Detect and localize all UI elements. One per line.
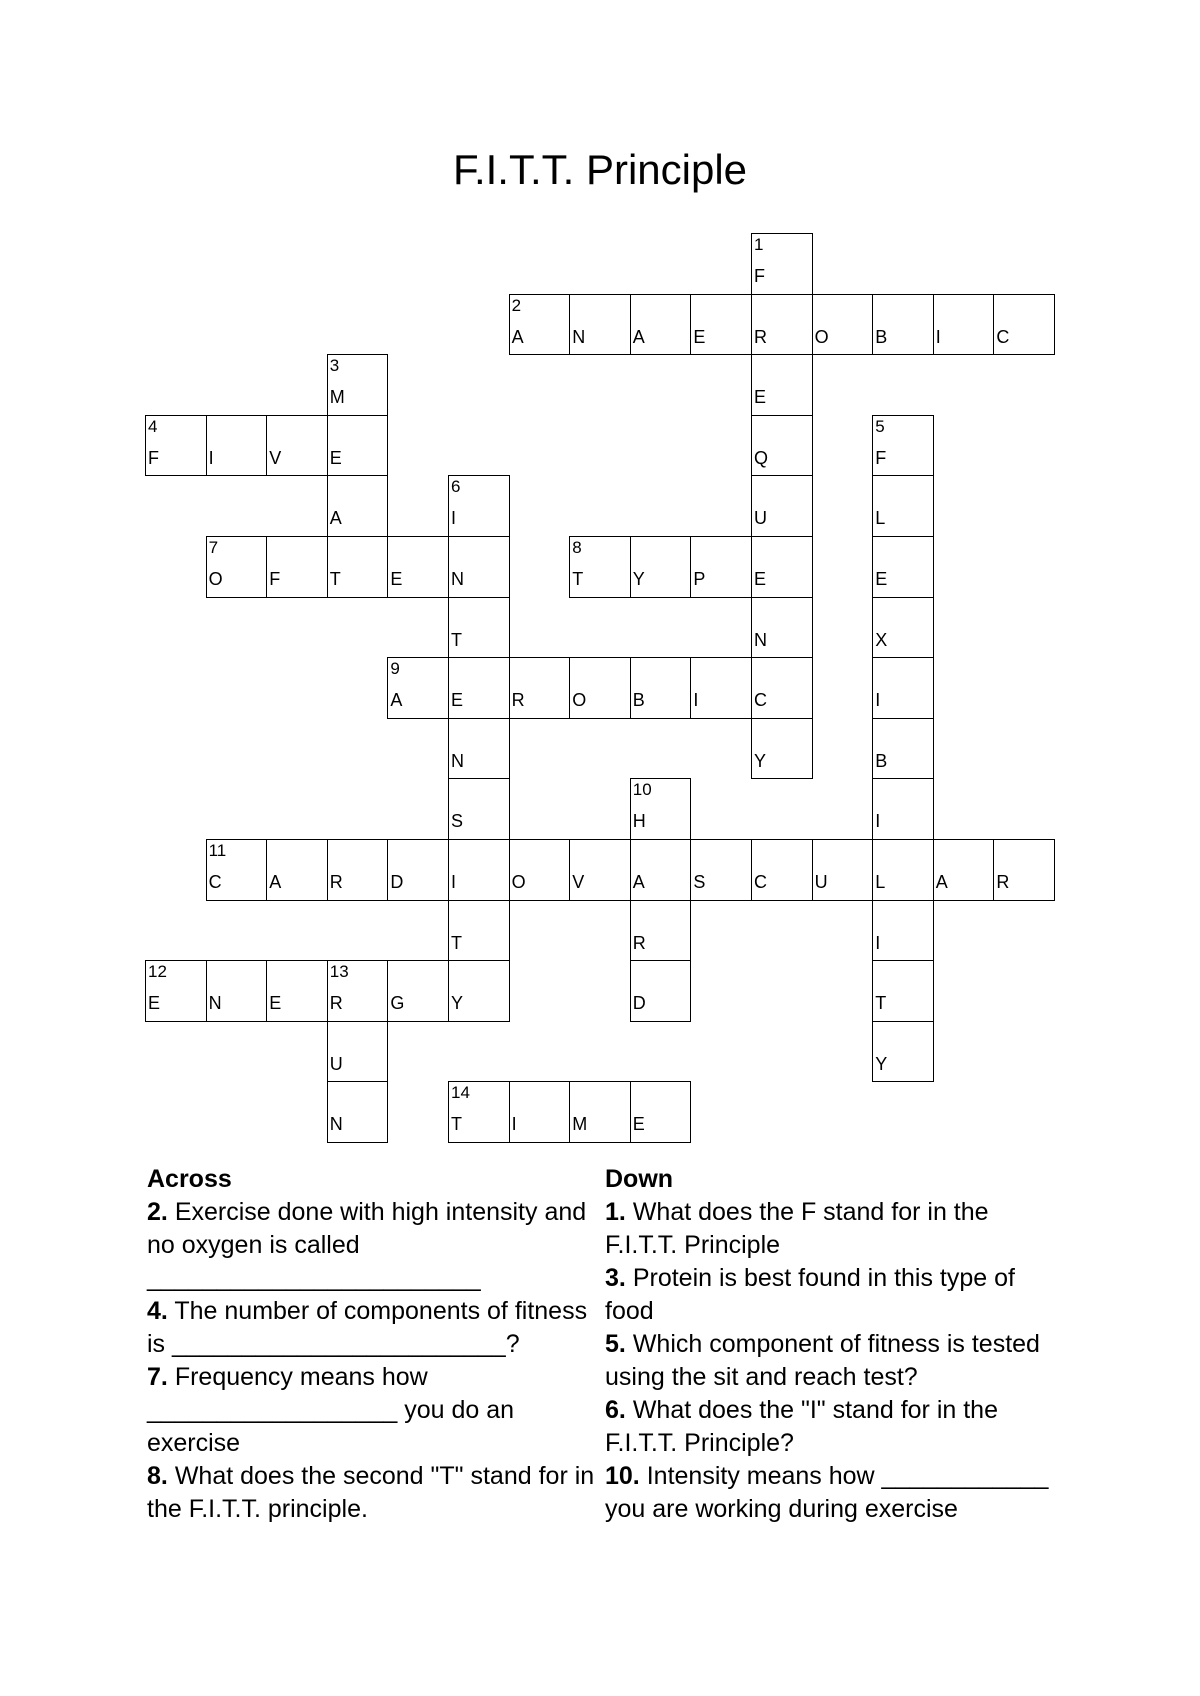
grid-cell[interactable] <box>448 1081 510 1143</box>
clue-text: What does the "I" stand for in the F.I.T.T. Principle? <box>605 1396 998 1457</box>
grid-cell[interactable] <box>569 536 631 598</box>
grid-cell[interactable] <box>327 415 389 477</box>
grid-cell[interactable] <box>872 778 934 840</box>
cell-letter: U <box>754 508 767 529</box>
grid-cell[interactable] <box>872 657 934 719</box>
grid-cell[interactable] <box>387 960 449 1022</box>
clue-text: Protein is best found in this type of food <box>605 1264 1015 1325</box>
cell-letter: R <box>329 993 343 1014</box>
grid-cell[interactable] <box>327 475 389 537</box>
grid-cell[interactable] <box>206 536 268 598</box>
grid-cell[interactable] <box>569 839 631 901</box>
cell-letter: Y <box>632 569 645 589</box>
grid-cell[interactable] <box>448 475 510 537</box>
cell-letter: I <box>875 690 881 711</box>
grid-cell[interactable] <box>630 778 692 840</box>
cell-letter: O <box>511 872 526 892</box>
cell-letter: O <box>814 326 829 347</box>
cell-number: 2 <box>511 295 522 315</box>
cell-letter: B <box>875 326 888 347</box>
cell-letter: E <box>451 690 464 711</box>
grid-cell[interactable] <box>690 657 752 719</box>
cell-letter: A <box>935 872 948 892</box>
cell-letter: T <box>451 629 462 650</box>
grid-cell[interactable] <box>509 839 571 901</box>
cell-letter: T <box>451 1114 462 1135</box>
down-clue <box>605 1460 1055 1526</box>
grid-cell[interactable] <box>509 294 571 356</box>
grid-cell[interactable] <box>569 1081 631 1143</box>
across-clue-list <box>147 1196 597 1526</box>
cell-letter: T <box>875 993 887 1014</box>
down-clue <box>605 1262 1055 1328</box>
cell-letter: M <box>572 1114 588 1135</box>
cell-letter: E <box>390 569 403 589</box>
cell-letter: T <box>329 569 341 589</box>
cell-letter: A <box>632 326 645 347</box>
cell-letter: E <box>269 993 282 1014</box>
grid-cell[interactable] <box>630 294 692 356</box>
grid-cell[interactable] <box>690 839 752 901</box>
across-clue <box>147 1196 597 1295</box>
cell-letter: C <box>754 690 767 711</box>
cell-letter: E <box>632 1114 645 1135</box>
cell-letter: R <box>632 932 646 953</box>
clue-text: Which component of fitness is tested using the sit and reach test? <box>605 1330 1040 1391</box>
cell-letter: R <box>329 872 343 892</box>
cell-number: 6 <box>451 477 461 497</box>
grid-cell[interactable] <box>206 415 268 477</box>
cell-letter: H <box>632 811 646 832</box>
grid-cell[interactable] <box>266 415 328 477</box>
grid-cell[interactable] <box>751 233 813 295</box>
clue-text: Intensity means how ____________ you are working during exercise <box>605 1462 1049 1523</box>
cell-letter: I <box>875 932 881 953</box>
cell-letter: E <box>693 326 706 347</box>
grid-cell[interactable] <box>509 1081 571 1143</box>
clue-number: 1. <box>605 1198 626 1226</box>
cell-letter: G <box>390 993 405 1014</box>
clue-number: 3. <box>605 1264 626 1292</box>
clue-text: Frequency means how __________________ you do an exercise <box>147 1363 515 1457</box>
grid-cell[interactable] <box>448 597 510 659</box>
cell-letter: A <box>390 690 403 711</box>
grid-cell[interactable] <box>690 294 752 356</box>
grid-cell[interactable] <box>387 839 449 901</box>
cell-number: 7 <box>208 538 219 557</box>
clue-number: 2. <box>147 1198 168 1226</box>
grid-cell[interactable] <box>630 1081 692 1143</box>
grid-cell[interactable] <box>448 657 510 719</box>
cell-letter: A <box>632 872 645 892</box>
grid-cell[interactable] <box>751 657 813 719</box>
grid-cell[interactable] <box>872 1021 934 1083</box>
cell-letter: E <box>754 387 767 408</box>
grid-cell[interactable] <box>751 475 813 537</box>
grid-cell[interactable] <box>933 294 995 356</box>
grid-cell[interactable] <box>509 657 571 719</box>
grid-cell[interactable] <box>145 415 207 477</box>
cell-letter: R <box>511 690 525 711</box>
across-clue <box>147 1460 597 1526</box>
cell-letter: F <box>875 447 887 468</box>
across-clue <box>147 1361 597 1460</box>
grid-cell[interactable] <box>751 718 813 780</box>
cell-letter: A <box>511 326 524 347</box>
cell-letter: P <box>693 569 706 589</box>
cell-letter: S <box>451 811 464 832</box>
cell-letter: V <box>269 447 282 468</box>
grid-cell[interactable] <box>448 900 510 962</box>
grid-cell[interactable] <box>448 718 510 780</box>
cell-letter: N <box>208 993 222 1014</box>
cell-number: 8 <box>572 538 582 557</box>
cell-letter: T <box>572 569 584 589</box>
cell-letter: L <box>875 508 886 529</box>
cell-number: 11 <box>208 841 227 860</box>
grid-cell[interactable] <box>690 536 752 598</box>
grid-cell[interactable] <box>448 839 510 901</box>
cell-number: 3 <box>329 356 340 376</box>
cell-number: 4 <box>148 416 158 436</box>
cell-letter: I <box>208 447 214 468</box>
clue-number: 7. <box>147 1363 168 1391</box>
cell-letter: C <box>754 872 767 892</box>
cell-letter: A <box>269 872 282 892</box>
grid-cell[interactable] <box>206 839 268 901</box>
cell-letter: E <box>754 569 767 589</box>
cell-letter: I <box>511 1114 517 1135</box>
page-title: F.I.T.T. Principle <box>452 146 748 193</box>
cell-letter: N <box>572 326 586 347</box>
cell-number: 14 <box>451 1083 470 1103</box>
grid-cell[interactable] <box>448 536 510 598</box>
grid-cell[interactable] <box>266 839 328 901</box>
grid-cell[interactable] <box>630 900 692 962</box>
grid-cell[interactable] <box>751 415 813 477</box>
grid-cell[interactable] <box>872 415 934 477</box>
cell-letter: R <box>996 872 1010 892</box>
cell-letter: U <box>814 872 828 892</box>
clue-number: 8. <box>147 1462 168 1490</box>
cell-letter: E <box>148 993 161 1014</box>
grid-cell[interactable] <box>327 960 389 1022</box>
cell-letter: F <box>148 447 159 468</box>
grid-cell[interactable] <box>993 839 1055 901</box>
cell-number: 10 <box>632 780 652 800</box>
cell-letter: C <box>208 872 222 892</box>
down-clue <box>605 1196 1055 1262</box>
grid-cell[interactable] <box>872 900 934 962</box>
cell-letter: I <box>875 811 881 832</box>
grid-cell[interactable] <box>812 294 874 356</box>
cell-letter: N <box>451 750 464 771</box>
across-clues <box>147 1163 597 1526</box>
grid-cell[interactable] <box>872 536 934 598</box>
grid-cell[interactable] <box>327 536 389 598</box>
down-clues <box>605 1163 1055 1526</box>
cell-letter: I <box>451 508 457 529</box>
grid-cell[interactable] <box>266 536 328 598</box>
grid-cell[interactable] <box>872 960 934 1022</box>
cell-letter: M <box>329 387 345 408</box>
cell-number: 5 <box>875 416 885 436</box>
cell-letter: T <box>451 932 462 953</box>
cell-letter: V <box>572 872 585 892</box>
grid-cell[interactable] <box>993 294 1055 356</box>
grid-cell[interactable] <box>751 354 813 416</box>
grid-cell[interactable] <box>387 657 449 719</box>
grid-cell[interactable] <box>448 778 510 840</box>
grid-cell[interactable] <box>630 536 692 598</box>
down-clue <box>605 1328 1055 1394</box>
cell-letter: U <box>329 1053 343 1074</box>
clue-text: Exercise done with high intensity and no oxygen is called ________________________ <box>147 1198 587 1292</box>
cell-letter: N <box>329 1114 343 1135</box>
cell-letter: E <box>875 569 888 589</box>
cell-letter: Y <box>451 993 464 1014</box>
grid-cell[interactable] <box>266 960 328 1022</box>
clue-number: 6. <box>605 1396 626 1424</box>
cell-letter: N <box>451 569 464 589</box>
across-heading: Across <box>147 1165 232 1193</box>
clue-text: What does the second "T" stand for in the F.I.T.T. principle. <box>147 1462 595 1523</box>
grid-cell[interactable] <box>206 960 268 1022</box>
grid-cell[interactable] <box>751 294 813 356</box>
cell-letter: F <box>754 266 765 286</box>
clue-number: 4. <box>147 1297 168 1325</box>
cell-letter: D <box>390 872 404 892</box>
cell-letter: D <box>632 993 646 1014</box>
grid-cell[interactable] <box>812 839 874 901</box>
grid-cell[interactable] <box>327 1021 389 1083</box>
grid-cell[interactable] <box>145 960 207 1022</box>
grid-cell[interactable] <box>872 475 934 537</box>
cell-letter: F <box>269 569 281 589</box>
grid-cell[interactable] <box>872 718 934 780</box>
cell-letter: Y <box>875 1053 888 1074</box>
grid-cell[interactable] <box>630 657 692 719</box>
grid-cell[interactable] <box>569 294 631 356</box>
cell-letter: E <box>329 447 342 468</box>
clue-text: The number of components of fitness is ________________________? <box>147 1297 588 1358</box>
across-clue <box>147 1295 597 1361</box>
cell-number: 12 <box>148 962 167 982</box>
clue-number: 10. <box>605 1462 640 1490</box>
grid-cell[interactable] <box>630 839 692 901</box>
grid-cell[interactable] <box>327 1081 389 1143</box>
grid-cell[interactable] <box>387 536 449 598</box>
cell-letter: B <box>632 690 645 711</box>
grid-cell[interactable] <box>630 960 692 1022</box>
grid-cell[interactable] <box>751 597 813 659</box>
grid-cell[interactable] <box>569 657 631 719</box>
grid-cell[interactable] <box>448 960 510 1022</box>
cell-number: 1 <box>754 235 764 254</box>
grid-cell[interactable] <box>872 294 934 356</box>
cell-letter: A <box>329 508 342 529</box>
grid-cell[interactable] <box>872 597 934 659</box>
cell-letter: O <box>208 569 223 589</box>
cell-letter: C <box>996 326 1010 347</box>
grid-cell[interactable] <box>751 536 813 598</box>
grid-cell[interactable] <box>933 839 995 901</box>
down-clue-list <box>605 1196 1055 1526</box>
down-heading: Down <box>605 1165 674 1193</box>
cell-letter: I <box>451 872 457 892</box>
cell-letter: S <box>693 872 706 892</box>
grid-cell[interactable] <box>327 354 389 416</box>
clue-text: What does the F stand for in the F.I.T.T. Principle <box>605 1198 989 1259</box>
cell-letter: L <box>875 872 886 892</box>
down-clue <box>605 1394 1055 1460</box>
cell-letter: N <box>754 629 767 650</box>
cell-letter: Y <box>754 750 767 771</box>
cell-letter: O <box>572 690 587 711</box>
cell-number: 9 <box>390 659 400 679</box>
cell-letter: X <box>875 629 888 650</box>
cell-letter: I <box>935 326 941 347</box>
cell-letter: I <box>693 690 699 711</box>
grid-cell[interactable] <box>751 839 813 901</box>
cell-letter: B <box>875 750 888 771</box>
grid-cell[interactable] <box>327 839 389 901</box>
cell-letter: Q <box>754 447 769 468</box>
grid-cell[interactable] <box>872 839 934 901</box>
clue-number: 5. <box>605 1330 626 1358</box>
cell-number: 13 <box>329 962 349 982</box>
cell-letter: R <box>754 326 767 347</box>
